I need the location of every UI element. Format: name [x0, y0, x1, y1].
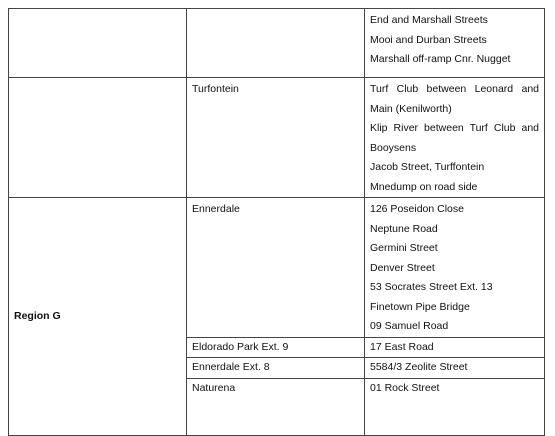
location-cell: [365, 198, 545, 338]
region-cell: [9, 198, 187, 436]
location-line: Main (Kenilworth): [370, 102, 452, 115]
area-label: Eldorado Park Ext. 9: [192, 340, 289, 353]
area-cell: [187, 198, 365, 338]
location-line: Germini Street: [370, 242, 438, 254]
location-line: Booysens: [370, 141, 417, 154]
location-line: Marshall off-ramp Cnr. Nugget: [370, 53, 511, 65]
area-label: Ennerdale Ext. 8: [192, 361, 270, 373]
location-line: 126 Poseidon Close: [370, 203, 464, 215]
location-line: 01 Rock Street: [370, 381, 440, 394]
location-line: 09 Samuel Road: [370, 320, 449, 332]
area-cell: [187, 358, 365, 379]
location-line: Mooi and Durban Streets: [370, 33, 487, 46]
location-cell: [365, 378, 545, 435]
area-cell: [187, 78, 365, 198]
area-label: Turfontein: [192, 83, 239, 95]
location-line: Neptune Road: [370, 222, 438, 235]
location-line: Finetown Pipe Bridge: [370, 300, 470, 313]
location-line: 17 East Road: [370, 340, 434, 353]
table-row: [9, 78, 545, 198]
location-line: End and Marshall Streets: [370, 14, 488, 26]
location-line: 53 Socrates Street Ext. 13: [370, 281, 493, 293]
location-line: 5584/3 Zeolite Street: [370, 361, 468, 373]
region-label: Region G: [14, 310, 61, 323]
area-label: Naturena: [192, 381, 236, 394]
sites-table: [8, 8, 545, 436]
area-label: Ennerdale: [192, 203, 240, 215]
area-cell: [187, 337, 365, 358]
table-row: [9, 198, 545, 338]
location-cell: [365, 9, 545, 78]
location-line: Turf Club between Leonard and: [370, 83, 539, 95]
region-cell-empty: [9, 9, 187, 78]
location-line: Mnedump on road side: [370, 180, 478, 193]
location-line: Klip River between Turf Club and: [370, 122, 539, 134]
table-row: [9, 9, 545, 78]
region-cell-empty: [9, 78, 187, 198]
location-line: Denver Street: [370, 261, 435, 274]
location-cell: [365, 78, 545, 198]
location-cell: [365, 358, 545, 379]
location-line: Jacob Street, Turffontein: [370, 161, 485, 173]
area-cell: [187, 378, 365, 435]
location-cell: [365, 337, 545, 358]
area-cell: [187, 9, 365, 78]
